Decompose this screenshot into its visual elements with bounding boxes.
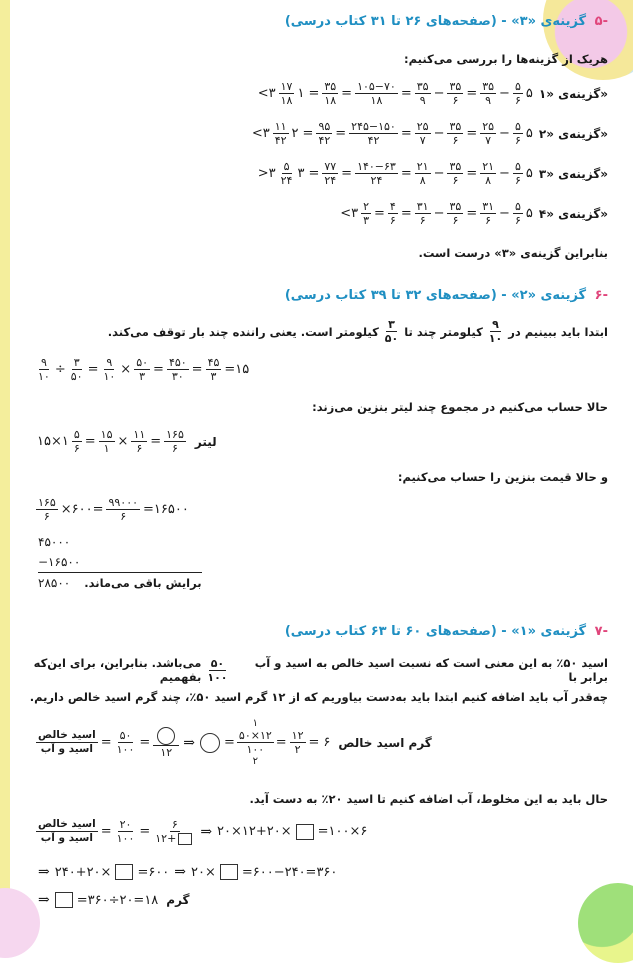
q7-line2: حال باید به این مخلوط، آب اضافه کنیم تا اسید ۲۰٪ به دست آید. (249, 792, 608, 806)
q6-line3: و حالا قیمت بنزین را حساب می‌کنیم: (397, 470, 608, 484)
q6-number: -۶ (594, 288, 608, 303)
q7-eq4: ⇒ =۳۶۰÷۲۰=۱۸ گرم (38, 892, 190, 908)
q7-eq3: ⇒ ۲۴۰+۲۰× =۶۰۰ ⇒ ۲۰× =۶۰۰−۲۴۰=۳۶۰ (38, 864, 338, 880)
q7-number: -۷ (594, 624, 608, 639)
q6-line1: ابتدا باید ببینیم در $\frac{۹}{۱۰}$ کیلومتر چند تا $\frac{۳}{۵۰}$ کیلومتر است. یعنی راننده چند بار توقف می‌کند. (107, 318, 608, 345)
q5-conclusion: بنابراین گزینه‌ی «۳» درست است. (418, 246, 608, 260)
q7-heading (285, 624, 608, 639)
top-right-decoration (543, 0, 633, 80)
q7-option: گزینه‌ی «۱» (511, 624, 587, 639)
q6-heading (285, 288, 608, 303)
q7-para1: اسید ۵۰٪ به این معنی است که نسبت اسید خالص به اسید و آب برابر با $\frac{۵۰}{۱۰۰}$ می‌باشد. بنابراین، برای این‌که بفهمیم (33, 656, 608, 684)
q7-eq1: $\frac{\text{اسید خالص}}{\text{اسید و آب}}$ = $\frac{۵۰}{۱۰۰}$ = ۱۲ ⇒ = ۱ $\frac{۵۰\times ۱۲}{۱۰۰}$ ۲ = $\frac{۱۲}{۲}$ = ۶ گرم اسید خالص (38, 718, 432, 767)
q7-eq2: $\frac{\text{اسید خالص}}{\text{اسید و آب}}$ = $\frac{۲۰}{۱۰۰}$ = $\frac{۶}{۱۲+}$ ⇒ ۲۰×۱۲+۲۰× =۱۰۰×۶ (38, 818, 368, 845)
q5-opt4-line: <۳ $\frac{۲}{۳}$ = $\frac{۴}{۶}$ = $\frac{۳۱}{۶}$ − $\frac{۳۵}{۶}$ = $\frac{۳۱}{۶}$ − $\frac{۵}{۶}$ ۵ «گزینه‌ی «۴ (340, 200, 608, 227)
q5-option: گزینه‌ی «۳» (511, 14, 587, 29)
q7-para2: چه‌قدر آب باید اضافه کنیم ابتدا باید به‌دست بیاوریم که از ۱۲ گرم اسید ۵۰٪، چند گرم اسید خالص داریم. (29, 690, 608, 704)
q6-subtraction: ۴۵۰۰۰ −۱۶۵۰۰ ۲۸۵۰۰ برایش باقی می‌ماند. (38, 532, 202, 593)
q5-opt1-line: <۳ $\frac{۱۷}{۱۸}$ ۱ = $\frac{۳۵}{۱۸}$ = $\frac{۱۰۵-۷۰}{۱۸}$ = $\frac{۳۵}{۹}$ − $\frac{۳۵}{۶}$ = $\frac{۳۵}{۹}$ − $\frac{۵}{۶}$ ۵ «گزینه‌ی «۱ (257, 80, 608, 107)
q5-heading (285, 14, 608, 29)
q6-pages: - (صفحه‌های ۳۲ تا ۳۹ کتاب درسی) (284, 288, 507, 303)
q6-eq2: ۱۵×۱ $\frac{۵}{۶}$ = $\frac{۱۵}{۱}$ × $\frac{۱۱}{۶}$ = $\frac{۱۶۵}{۶}$ لیتر (37, 428, 217, 455)
q5-number: -۵ (594, 14, 608, 29)
q6-line2: حالا حساب می‌کنیم در مجموع چند لیتر بنزین می‌زند: (312, 400, 608, 414)
q6-eq3: $\frac{۱۶۵}{۶}$ ×۶۰۰= $\frac{۹۹۰۰۰}{۶}$ =۱۶۵۰۰ (38, 496, 189, 523)
q5-pages: - (صفحه‌های ۲۶ تا ۳۱ کتاب درسی) (284, 14, 507, 29)
bottom-right-decoration (578, 883, 633, 963)
q7-pages: - (صفحه‌های ۶۰ تا ۶۳ کتاب درسی) (284, 624, 507, 639)
q6-eq1: $\frac{۹}{۱۰}$ ÷ $\frac{۳}{۵۰}$ = $\frac{۹}{۱۰}$ × $\frac{۵۰}{۳}$ = $\frac{۴۵۰}{۳۰}$ = $\frac{۴۵}{۳}$ =۱۵ (38, 356, 250, 383)
q5-opt3-line: >۳ $\frac{۵}{۲۴}$ ۳ = $\frac{۷۷}{۲۴}$ = $\frac{۱۴۰-۶۳}{۲۴}$ = $\frac{۲۱}{۸}$ − $\frac{۳۵}{۶}$ = $\frac{۲۱}{۸}$ − $\frac{۵}{۶}$ ۵ «گزینه‌ی «۳ (257, 160, 608, 187)
bottom-left-decoration (0, 888, 40, 958)
q5-intro: هریک از گزینه‌ها را بررسی می‌کنیم: (404, 52, 608, 66)
q5-opt2-line: <۳ $\frac{۱۱}{۴۲}$ ۲ = $\frac{۹۵}{۴۲}$ = $\frac{۲۴۵-۱۵۰}{۴۲}$ = $\frac{۲۵}{۷}$ − $\frac{۳۵}{۶}$ = $\frac{۲۵}{۷}$ − $\frac{۵}{۶}$ ۵ «گزینه‌ی «۲ (251, 120, 608, 147)
q6-option: گزینه‌ی «۲» (511, 288, 587, 303)
left-border-decoration (0, 0, 10, 928)
